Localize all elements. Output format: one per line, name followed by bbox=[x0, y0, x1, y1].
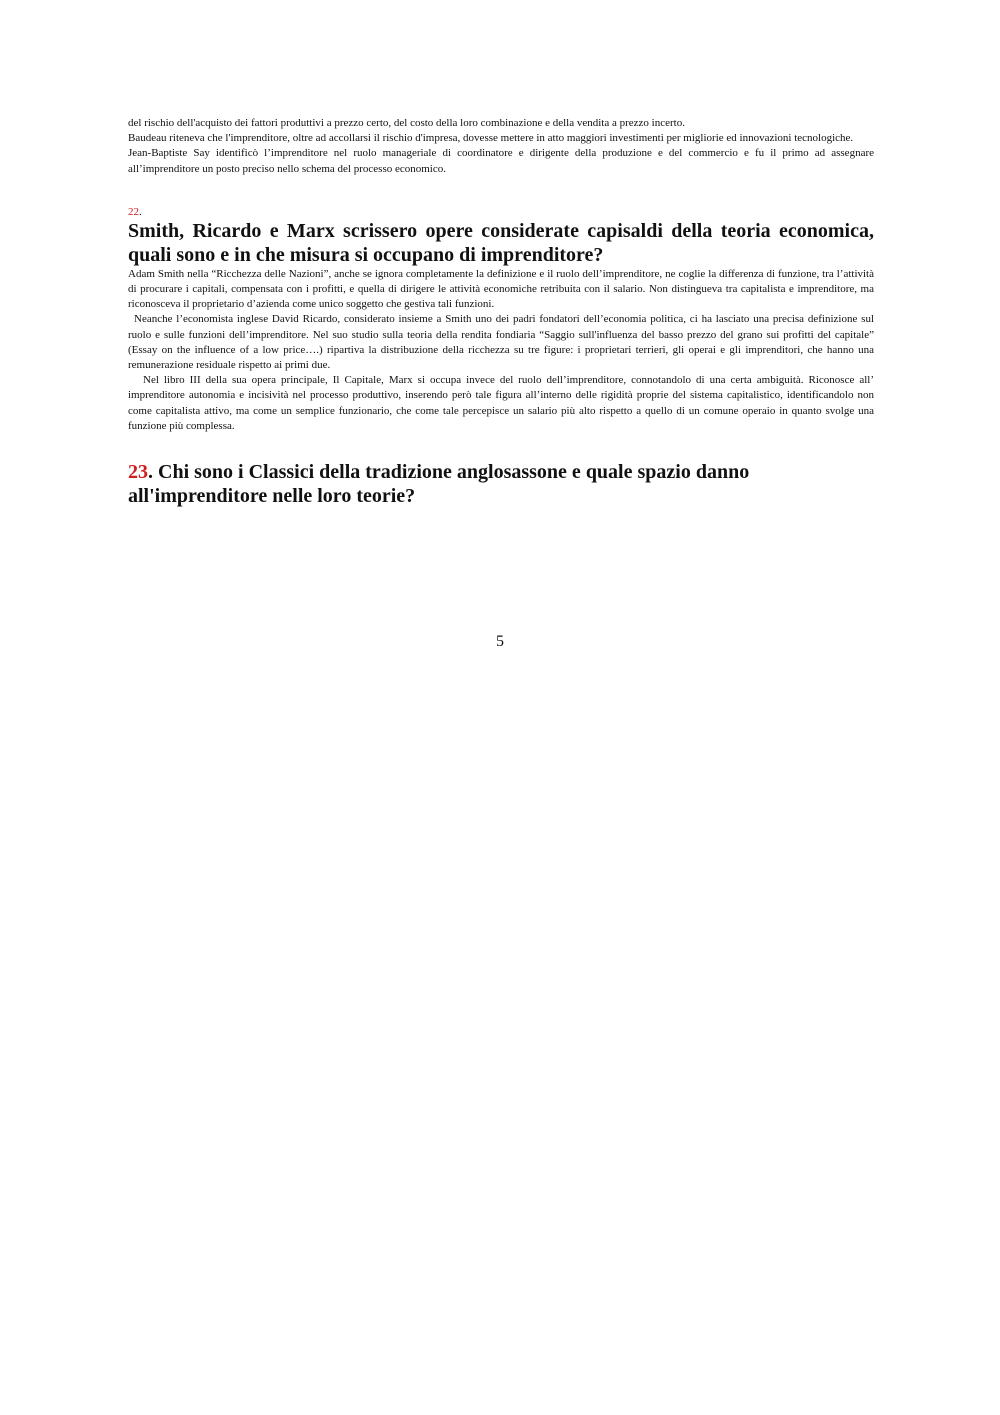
question-22-paragraph-smith: Adam Smith nella “Ricchezza delle Nazioni”, anche se ignora completamente la definizione e il ruolo dell’imprenditore, ne coglie la differenza di funzione, tra l’attività di procurare i capitali, compensata con i profitti, e quella di dirigere le attività economiche retribuita con il salario. Non distingueva tra capitalista e imprenditore, ma riconosceva il proprietario d’azienda come unico soggetto che gestiva tali funzioni. bbox=[128, 267, 874, 311]
question-22-number bbox=[128, 205, 874, 219]
question-23-number-dot: . bbox=[148, 461, 153, 484]
question-23-title-line-1: Chi sono i Classici della tradizione anglosassone e quale spazio danno bbox=[158, 461, 750, 484]
question-22-title: Smith, Ricardo e Marx scrissero opere considerate capisaldi della teoria economica, quali sono e in che misura si occupano di imprenditore? bbox=[128, 219, 874, 266]
intro-paragraph-3: Jean-Baptiste Say identificò l’imprenditore nel ruolo manageriale di coordinatore e dirigente della produzione e del commercio e fu il primo ad assegnare all’imprenditore un posto preciso nello schema del processo economico. bbox=[128, 147, 874, 175]
page-content bbox=[128, 116, 874, 508]
question-23-title-line-2: all'imprenditore nelle loro teorie? bbox=[128, 485, 416, 508]
question-22-number-value: 22 bbox=[128, 205, 139, 218]
question-22-paragraph-ricardo: Neanche l’economista inglese David Ricardo, considerato insieme a Smith uno dei padri fondatori dell’economia politica, ci ha lasciato una precisa definizione sul ruolo e sulle funzioni dell’imprenditore. Nel suo studio sulla teoria della rendita fondiaria “Saggio sull'influenza del basso prezzo del grano sui profitti del capitale” (Essay on the influence of a low price….) ripartiva la distribuzione della ricchezza su tre figure: i proprietari terrieri, gli operai e gli imprenditori, che hanno una remunerazione residuale rispetto ai primi due. bbox=[128, 313, 874, 372]
question-22-number-dot: . bbox=[139, 205, 142, 218]
question-22-paragraph-marx: Nel libro III della sua opera principale, Il Capitale, Marx si occupa invece del ruolo dell’imprenditore, connotandolo di una certa ambiguità. Riconosce all’ imprenditore autonomia e incisività nel processo produttivo, inserendo però tale figura all’interno delle rigidità proprie del sistema capitalistico, identificandolo non come capitalista attivo, ma come un semplice funzionario, che come tale percepisce un salario più alto rispetto a quello di un comune operaio in quanto svolge una funzione più complessa. bbox=[128, 374, 874, 432]
top-mark bbox=[490, 0, 502, 2]
page-number: 5 bbox=[496, 633, 504, 650]
question-23-title bbox=[128, 460, 874, 508]
question-23-number: 23 bbox=[128, 461, 148, 484]
spacer bbox=[128, 177, 874, 205]
intro-paragraph-2: Baudeau riteneva che l'imprenditore, oltre ad accollarsi il rischio d'impresa, dovesse mettere in atto maggiori investimenti per migliorie ed innovazioni tecnologiche. bbox=[128, 132, 854, 145]
intro-paragraph-1: del rischio dell'acquisto dei fattori produttivi a prezzo certo, del costo della loro combinazione e della vendita a prezzo incerto. bbox=[128, 117, 685, 129]
spacer bbox=[128, 434, 874, 460]
